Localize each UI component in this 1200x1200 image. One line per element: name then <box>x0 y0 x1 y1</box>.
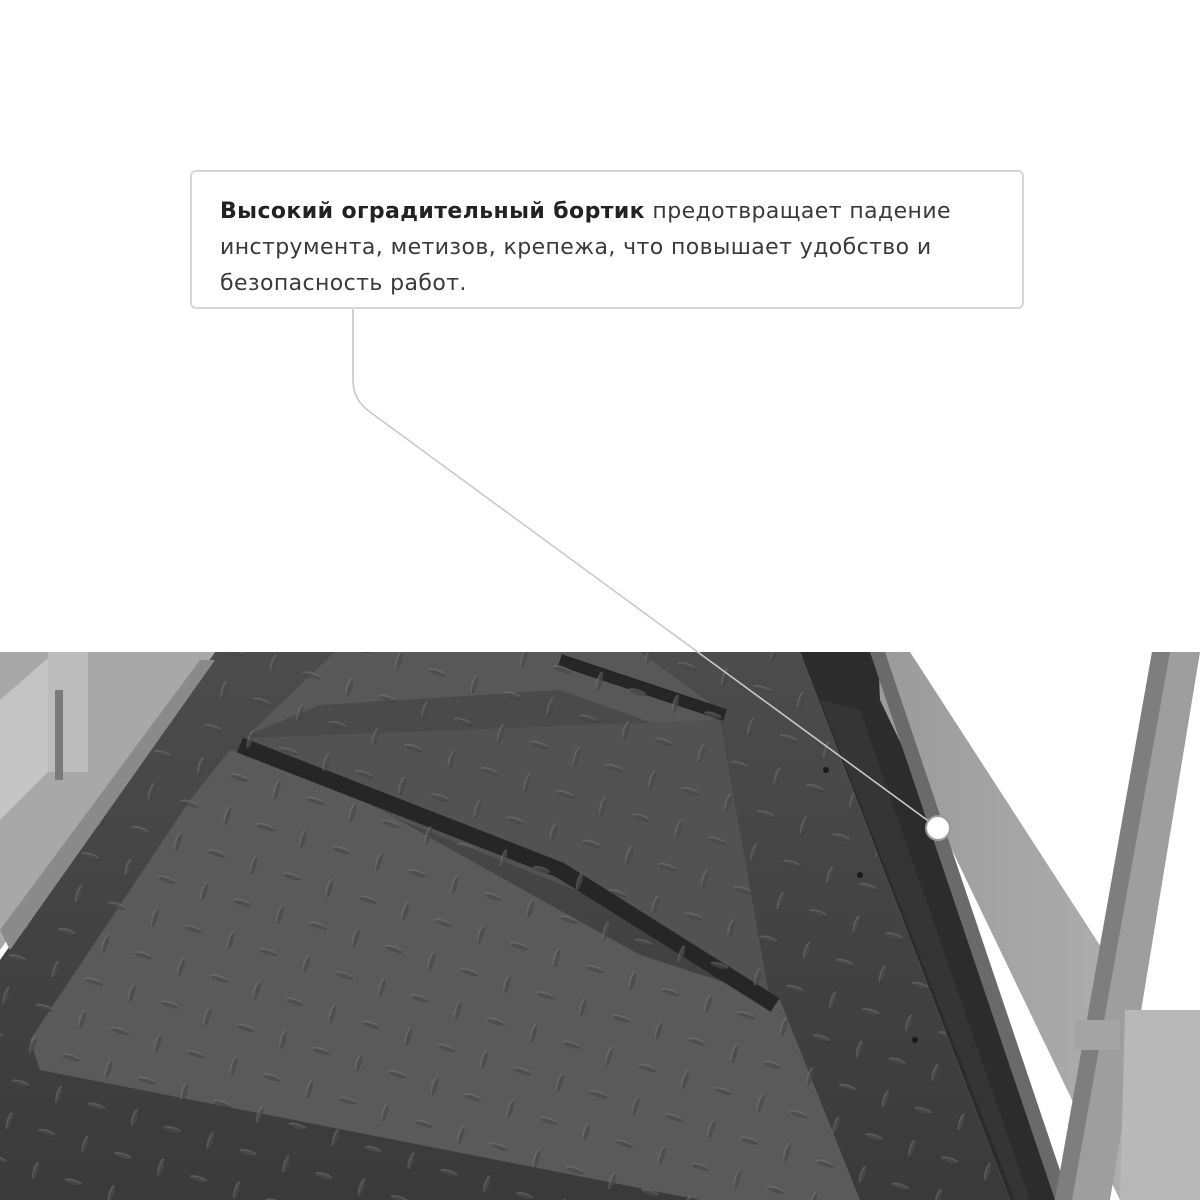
marker-dot <box>926 816 950 840</box>
callout-bold-text: Высокий оградительный бортик <box>220 199 646 224</box>
callout-text: предотвращает падение инструмента, метизов, крепежа, что повышает удобство и безопасность работ. <box>220 199 951 296</box>
feature-callout <box>190 170 1024 309</box>
